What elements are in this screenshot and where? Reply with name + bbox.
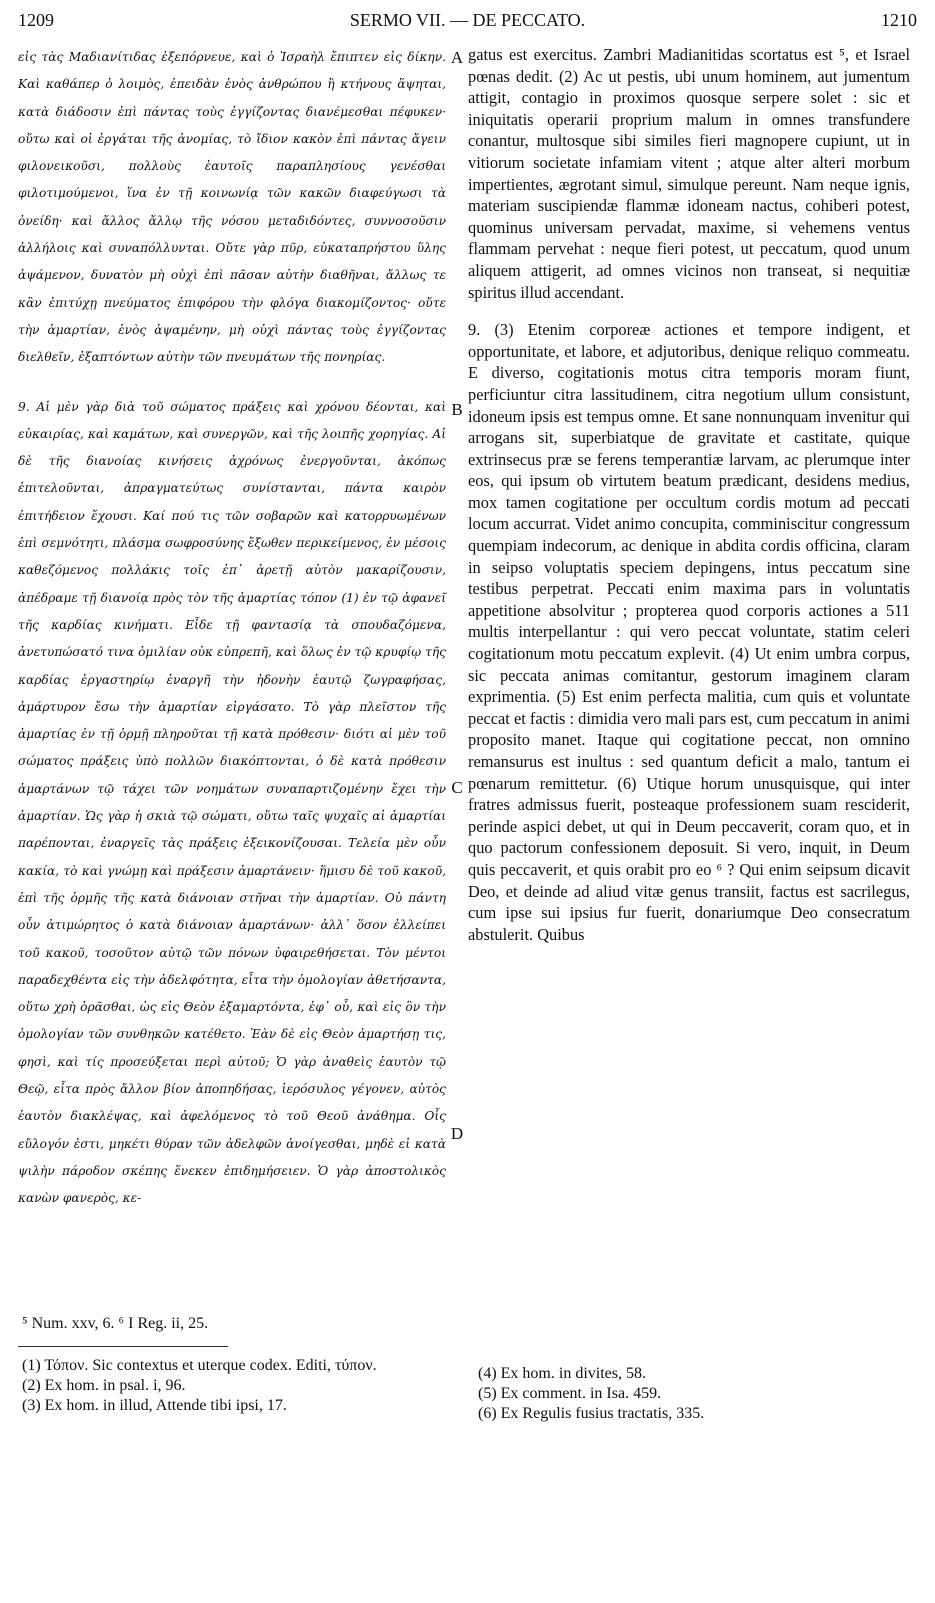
latin-paragraph-1: gatus est exercitus. Zambri Madianitidas scortatus est ⁵, et Israel pœnas dedit. (2) Ac ut pestis, ubi unum hominem, aut jumentum attigit, contagio in proximos quosque serpere solet : sic et iniquitatis operarii proprium malum in omnes transfundere conantur, multosque sibi similes fieri magnopere cupiunt, ut in vitiorum societate infamiam vitent ; atque alter alteri morbum impertientes, ægrotant simul, simulque pereunt. Nam neque ignis, materiam suscipiendæ flammæ idoneam nactus, cohiberi potest, quominus universam pervadat, maxime, si vehemens ventus flammam pervehat : neque fieri potest, ut peccatum, quod unum aliquem attigerit, ad omnes vicinos non transeat, si nequitiæ spiritus illud accendant. (468, 45, 910, 302)
running-header (18, 6, 917, 36)
scripture-footnotes: ⁵ Num. xxv, 6. ⁶ I Reg. ii, 25. (22, 1315, 209, 1332)
right-footnotes (478, 1364, 908, 1424)
footnote-3: (3) Ex hom. in illud, Attende tibi ipsi, 17. (22, 1397, 287, 1414)
margin-letter-b: B (451, 400, 463, 419)
greek-paragraph-2: 9. Αἱ μὲν γὰρ διὰ τοῦ σώματος πράξεις καὶ χρόνου δέονται, καὶ εὐκαιρίας, καὶ καμάτων, καὶ συνεργῶν, καὶ τῆς λοιπῆς χορηγίας. Αἱ δὲ τῆς διανοίας κινήσεις ἀχρόνως ἐνεργοῦνται, ἀκόπως ἐπιτελοῦνται, ἀπραγματεύτως συνίστανται, πάντα καιρὸν ἐπιτήδειον ἔχουσι. Καί πού τις τῶν σοβαρῶν καὶ κατορρυωμένων ἐπὶ σεμνότητι, πλάσμα σωφροσύνης ἔξωθεν περικείμενος, ἐν μέσοις καθεζόμενος πολλάκις τοῖς ἐπ᾽ ἀρετῇ αὐτὸν μακαρίζουσιν, ἀπέδραμε τῇ διανοίᾳ πρὸς τὸν τῆς ἁμαρτίας τόπον (1) ἐν τῷ ἀφανεῖ τῆς καρδίας κινήματι. Εἶδε τῇ φαντασίᾳ τὰ σπουδαζόμενα, ἀνετυπώσατό τινα ὁμιλίαν οὐκ εὐπρεπῆ, καὶ ὅλως ἐν τῷ κρυφίῳ τῆς καρδίας ἐργαστηρίῳ ἐναργῆ τὴν ἡδονὴν ἑαυτῷ ζωγραφήσας, ἀμάρτυρον ἔσω τὴν ἁμαρτίαν εἰργάσατο. Τὸ γὰρ πλεῖστον τῆς ἁμαρτίας ἐν τῇ ὁρμῇ πληροῦται τῇ κατὰ πρόθεσιν· διότι αἱ μὲν τοῦ σώματος πράξεις ὑπὸ πολλῶν διακόπτονται, ὁ δὲ κατὰ πρόθεσιν ἁμαρτάνων τῷ τάχει τῶν νοημάτων συναπαρτιζομένην ἔχει τὴν ἁμαρτίαν. Ὡς γὰρ ἡ σκιὰ τῷ σώματι, οὕτω ταῖς ψυχαῖς αἱ ἁμαρτίαι παρέπονται, ἐναργεῖς τὰς πράξεις ἐξεικονίζουσαι. Τελεία μὲν οὖν κακία, τὸ καὶ γνώμῃ καὶ πράξεσιν ἁμαρτάνειν· ἥμισυ δὲ τοῦ κακοῦ, ἐπὶ τῆς ὁρμῆς τῆς κατὰ διάνοιαν στῆναι τὴν ἁμαρτίαν. Οὐ πάντη οὖν ἀτιμώρητος ὁ κατὰ διάνοιαν ἁμαρτάνων· ἀλλ᾽ ὅσον ἐλλείπει τοῦ κακοῦ, τοσοῦτον αὐτῷ τῶν πόνων ὑφαιρεθήσεται. Τὸν μέντοι παραδεχθέντα εἰς τὴν ἀδελφότητα, εἶτα τὴν ὁμολογίαν ἀθετήσαντα, οὕτω χρὴ ὁρᾶσθαι, ὡς εἰς Θεὸν ἐξαμαρτόντα, ἐφ᾽ οὗ, καὶ εἰς ὃν τὴν ὁμολογίαν τῶν συνθηκῶν κατέθετο. Ἐὰν δὲ εἰς Θεὸν ἁμαρτήσῃ τις, φησὶ, καὶ τίς προσεύξεται περὶ αὐτοῦ; Ὁ γὰρ ἀναθεὶς ἑαυτὸν τῷ Θεῷ, εἶτα πρὸς ἄλλον βίον ἀποπηδήσας, ἱερόσυλος γέγονεν, αὐτὸς ἑαυτὸν διακλέψας, καὶ ἀφελόμενος τὸ τοῦ Θεοῦ ἀνάθημα. Οἷς εὔλογόν ἐστι, μηκέτι θύραν τῶν ἀδελφῶν ἀνοίγεσθαι, μηδὲ εἰ κατὰ ψιλὴν πάροδον σκέπης ἕνεκεν ἐπιδημήσειεν. Ὁ γὰρ ἀποστολικὸς κανὼν φανερὸς, κε- (18, 399, 446, 1206)
margin-letter-a: A (450, 48, 464, 67)
left-footnotes (22, 1356, 452, 1416)
latin-paragraph-2: 9. (3) Etenim corporeæ actiones et tempore indigent, et opportunitate, et labore, et adjutoribus, denique reliquo commeatu. E diverso, cogitationis motus citra temporis moram fiunt, perficiuntur citra lassitudinem, citra negotium ullum consistunt, idoneum ipsis est tempus omne. Et sane nonnunquam invenitur qui arrogans sit, superbiatque de gravitate et castitate, quique extrinsecus præ se ferens temperantiæ larvam, ac plerumque inter eos, qui ipsum ob virtutem beatum prædicant, desidens medius, mox tamen cogitatione per occultum cordis motum ad peccati locum accurrat. Videt animo concupita, comminiscitur congressum quempiam indecorum, ac denique in abdita cordis officina, claram in seipso voluptatis speciem depingens, intus peccatum sine testibus perpetrat. Peccati enim maxima pars in voluntatis appetitione absolvitur ; propterea quod corporis actiones a 511 multis interpellantur : qui vero peccat voluntate, statim celeri cogitationum motu peccatum explevit. (4) Ut enim umbra corpus, sic peccata animas comitantur, gestorum imaginem claram exprimentia. (5) Est enim perfecta malitia, cum quis et voluntate peccat et factis : dimidia vero mali pars est, cum peccatum in animi proposito manet. Itaque qui cogitatione peccat, non omnino remansurus est inultus : sed quantum deficit a malo, tantum ei pœnarum remittetur. (6) Utique horum unusquisque, qui inter fratres admissus fuerit, posteaque professionem suam resciderit, perinde aspici debet, ut qui in Deum peccaverit, coram quo, et in quo pactorum confessionem deposuit. Si vero, inquit, in Deum quis peccaverit, et quis orabit pro eo ⁶ ? Qui enim seipsum dicavit Deo, et deinde ad aliud vitæ genus transiit, factus est sacrilegus, cum ipse sui ipsius fur fuerit, donariumque Deo consecratum abstulerit. Quibus (468, 320, 910, 944)
footnote-4: (4) Ex hom. in divites, 58. (478, 1365, 646, 1382)
left-page-number: 1209 (18, 10, 54, 30)
footnote-rule (18, 1346, 228, 1347)
running-title: SERMO VII. — DE PECCATO. (349, 10, 586, 30)
margin-letter-c: C (451, 778, 463, 797)
footnote-1: (1) Τόπον. Sic contextus et uterque codex. Editi, τύπον. (22, 1357, 377, 1374)
margin-letter-d: D (450, 1124, 464, 1143)
right-page-number: 1210 (881, 10, 917, 30)
footnote-2: (2) Ex hom. in psal. i, 96. (22, 1377, 186, 1394)
latin-column (468, 44, 910, 945)
footnote-5: (5) Ex comment. in Isa. 459. (478, 1385, 662, 1402)
greek-paragraph-1: εἰς τὰς Μαδιανίτιδας ἐξεπόρνευε, καὶ ὁ Ἰσραὴλ ἔπιπτεν εἰς δίκην. Καὶ καθάπερ ὁ λοιμὸς, ἐπειδὰν ἑνὸς ἀνθρώπου ἢ κτήνους ἅψηται, κατὰ διάδοσιν ἐπὶ πάντας τοὺς ἐγγίζοντας διανέμεσθαι πέφυκεν· οὕτω καὶ οἱ ἐργάται τῆς ἀνομίας, τὸ ἴδιον κακὸν ἐπὶ πάντας ἄγειν φιλονεικοῦσι, πολλοὺς ἑαυτοῖς παραπλησίους γενέσθαι φιλοτιμούμενοι, ἵνα ἐν τῇ κοινωνίᾳ τῶν κακῶν διαφεύγωσι τὰ ὀνείδη· καὶ ἄλλος ἄλλῳ τῆς νόσου μεταδιδόντες, συννοσοῦσιν ἀλλήλοις καὶ συναπόλλυνται. Οὔτε γὰρ πῦρ, εὐκαταπρήστου ὕλης ἁψάμενον, δυνατὸν μὴ οὐχὶ ἐπὶ πᾶσαν αὐτὴν διαθῆναι, ἄλλως τε κἂν ἐπιτύχῃ πνεύματος ἐπιφόρου τὴν φλόγα διακομίζοντος· οὔτε τὴν ἁμαρτίαν, ἑνὸς ἁψαμένην, μὴ οὐχὶ πάντας τοὺς ἐγγίζοντας διελθεῖν, ἐξαπτόντων αὐτὴν τῶν πνευμάτων τῆς πονηρίας. (18, 50, 446, 365)
greek-column (18, 44, 446, 1212)
footnote-6: (6) Ex Regulis fusius tractatis, 335. (478, 1405, 705, 1422)
